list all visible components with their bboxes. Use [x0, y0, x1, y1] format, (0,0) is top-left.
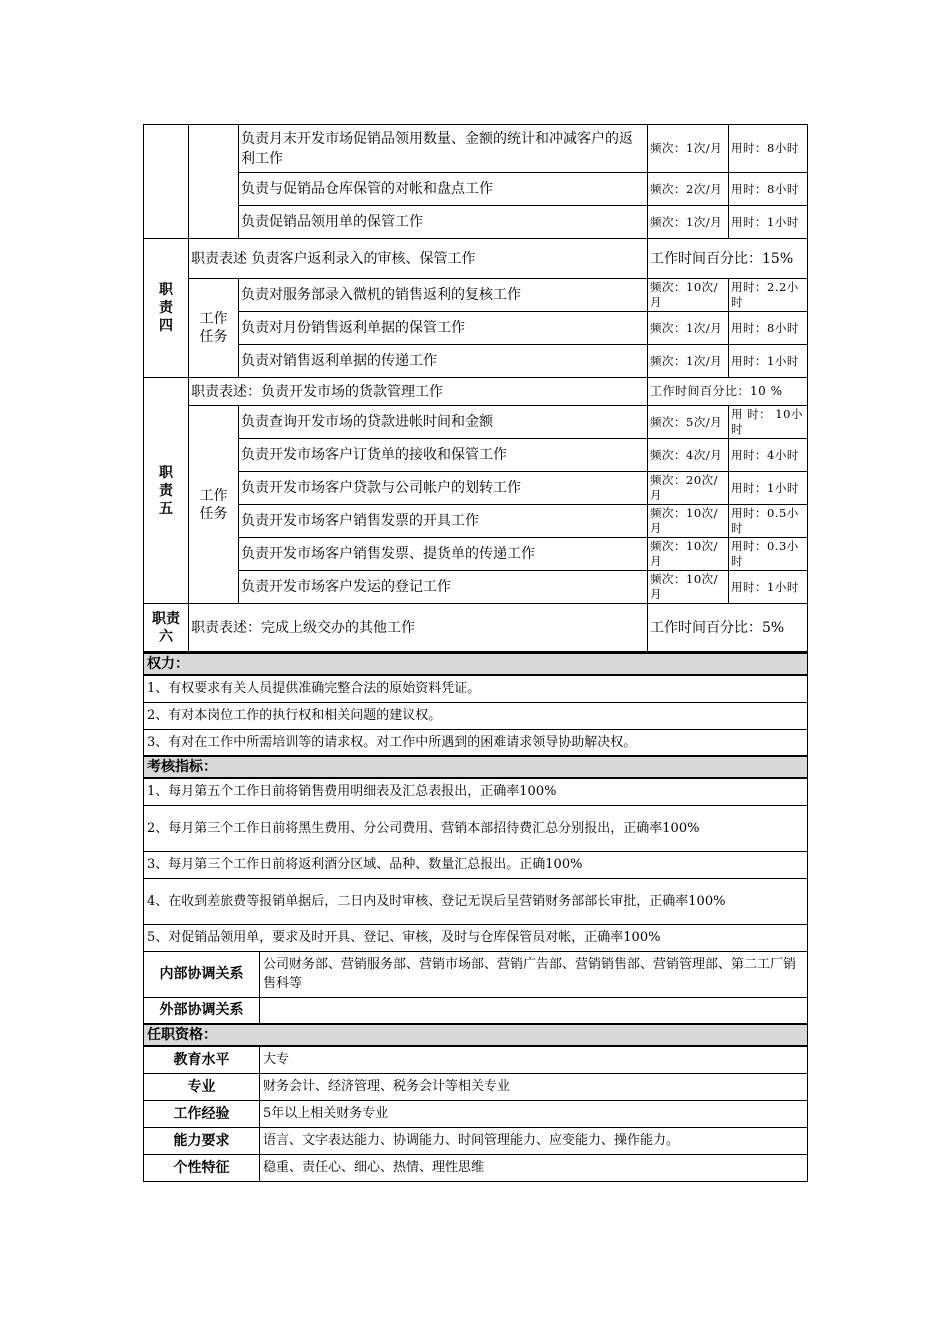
duty6-row: [144, 604, 808, 652]
kpi-item-row: [144, 878, 808, 924]
task-duration: 用时：1小时: [729, 571, 808, 604]
internal-coordination-label: 内部协调关系: [144, 951, 260, 997]
duty3-task-row: [144, 125, 808, 173]
duty4-task-row: [144, 345, 808, 378]
qualification-row: [144, 1100, 808, 1127]
power-item: 3、有对在工作中所需培训等的请求权。对工作中所遇到的困难请求领导协助解决权。: [144, 729, 808, 756]
duty5-task-row: [144, 406, 808, 439]
duty4-description: 职责表述 负责客户返利录入的审核、保管工作: [189, 239, 648, 279]
qualification-section-title: 任职资格：: [144, 1024, 808, 1046]
internal-coordination-value: 公司财务部、营销服务部、营销市场部、营销广告部、营销销售部、营销管理部、第二工厂销售科等: [260, 951, 808, 997]
power-item: 2、有对本岗位工作的执行权和相关问题的建议权。: [144, 702, 808, 729]
power-section-title: 权力：: [144, 653, 808, 675]
power-kpi-table: [143, 652, 808, 1182]
external-coordination-label: 外部协调关系: [144, 997, 260, 1024]
task-frequency: 频次：5次/月: [648, 406, 729, 439]
duty5-task-row: [144, 505, 808, 538]
task-duration: 用时：1小时: [729, 345, 808, 378]
qualification-header-row: [144, 1024, 808, 1046]
qualification-label: 专业: [144, 1073, 260, 1100]
task-duration: 用时：8小时: [729, 312, 808, 345]
duty4-desc-row: [144, 239, 808, 279]
duty5-time-percent: 工作时间百分比：10 %: [648, 378, 808, 406]
task-duration: 用时：8小时: [729, 125, 808, 173]
duty4-task-row: [144, 312, 808, 345]
external-coordination-row: [144, 997, 808, 1024]
internal-coordination-row: [144, 951, 808, 997]
qualification-row: [144, 1073, 808, 1100]
kpi-item: 2、每月第三个工作日前将黑生费用、分公司费用、营销本部招待费汇总分别报出，正确率100%: [144, 805, 808, 851]
kpi-item-row: [144, 924, 808, 951]
duty5-desc-row: [144, 378, 808, 406]
task-duration: 用时：0.5小时: [729, 505, 808, 538]
kpi-item: 4、在收到差旅费等报销单据后，二日内及时审核、登记无误后呈营销财务部部长审批，正确率100%: [144, 878, 808, 924]
duty3-task-label-cell: [189, 125, 239, 239]
duty5-description: 职责表述：负责开发市场的货款管理工作: [189, 378, 648, 406]
task-duration: 用 时： 10小时: [729, 406, 808, 439]
task-text: 负责查询开发市场的贷款进帐时间和金额: [239, 406, 648, 439]
job-description-sheet: [143, 124, 807, 1182]
duty4-task-row: [144, 279, 808, 312]
task-frequency: 频次：2次/月: [648, 173, 729, 206]
duty5-task-row: [144, 571, 808, 604]
kpi-header-row: [144, 756, 808, 778]
external-coordination-value: [260, 997, 808, 1024]
duty3-label-cell: [144, 125, 189, 239]
power-item-row: [144, 702, 808, 729]
duty4-label: 职责四: [144, 239, 189, 378]
task-text: 负责对月份销售返利单据的保管工作: [239, 312, 648, 345]
task-frequency: 频次：10次/月: [648, 538, 729, 571]
duty5-task-label: 工作任务: [189, 406, 239, 604]
qualification-value: 大专: [260, 1046, 808, 1073]
duty4-time-percent: 工作时间百分比：15%: [648, 239, 808, 279]
task-duration: 用时：2.2小时: [729, 279, 808, 312]
task-duration: 用时：1小时: [729, 206, 808, 239]
task-frequency: 频次：1次/月: [648, 206, 729, 239]
duties-table: [143, 124, 808, 652]
task-duration: 用时：8小时: [729, 173, 808, 206]
duty5-task-row: [144, 439, 808, 472]
duty3-task-row: [144, 206, 808, 239]
qualification-label: 工作经验: [144, 1100, 260, 1127]
qualification-label: 个性特征: [144, 1154, 260, 1181]
task-frequency: 频次：4次/月: [648, 439, 729, 472]
task-duration: 用时：1小时: [729, 472, 808, 505]
duty4-task-label: 工作任务: [189, 279, 239, 378]
task-text: 负责与促销品仓库保管的对帐和盘点工作: [239, 173, 648, 206]
duty6-description: 职责表述：完成上级交办的其他工作: [189, 604, 648, 652]
power-header-row: [144, 653, 808, 675]
qualification-value: 财务会计、经济管理、税务会计等相关专业: [260, 1073, 808, 1100]
task-frequency: 频次：1次/月: [648, 312, 729, 345]
kpi-item: 1、每月第五个工作日前将销售费用明细表及汇总表报出，正确率100%: [144, 778, 808, 805]
duty5-task-row: [144, 538, 808, 571]
qualification-value: 稳重、责任心、细心、热情、理性思维: [260, 1154, 808, 1181]
duty6-time-percent: 工作时间百分比：5%: [648, 604, 808, 652]
qualification-value: 语言、文字表达能力、协调能力、时间管理能力、应变能力、操作能力。: [260, 1127, 808, 1154]
task-duration: 用时：4小时: [729, 439, 808, 472]
kpi-item-row: [144, 851, 808, 878]
kpi-item-row: [144, 778, 808, 805]
duty5-task-row: [144, 472, 808, 505]
task-text: 负责月末开发市场促销品领用数量、金额的统计和冲减客户的返利工作: [239, 125, 648, 173]
power-item: 1、有权要求有关人员提供准确完整合法的原始资料凭证。: [144, 675, 808, 702]
task-text: 负责开发市场客户发运的登记工作: [239, 571, 648, 604]
power-item-row: [144, 675, 808, 702]
task-text: 负责开发市场客户订货单的接收和保管工作: [239, 439, 648, 472]
task-frequency: 频次：1次/月: [648, 125, 729, 173]
duty6-label: 职责六: [144, 604, 189, 652]
task-duration: 用时：0.3小时: [729, 538, 808, 571]
task-frequency: 频次：1次/月: [648, 345, 729, 378]
qualification-label: 教育水平: [144, 1046, 260, 1073]
qualification-row: [144, 1154, 808, 1181]
duty5-label: 职责五: [144, 378, 189, 604]
duty3-task-row: [144, 173, 808, 206]
task-text: 负责对服务部录入微机的销售返利的复核工作: [239, 279, 648, 312]
power-item-row: [144, 729, 808, 756]
kpi-item: 3、每月第三个工作日前将返利酒分区域、品种、数量汇总报出。正确100%: [144, 851, 808, 878]
task-frequency: 频次：10次/月: [648, 279, 729, 312]
task-frequency: 频次：10次/月: [648, 571, 729, 604]
qualification-label: 能力要求: [144, 1127, 260, 1154]
qualification-value: 5年以上相关财务专业: [260, 1100, 808, 1127]
task-frequency: 频次：10次/ 月: [648, 505, 729, 538]
kpi-item-row: [144, 805, 808, 851]
task-text: 负责开发市场客户贷款与公司帐户的划转工作: [239, 472, 648, 505]
task-text: 负责促销品领用单的保管工作: [239, 206, 648, 239]
qualification-row: [144, 1127, 808, 1154]
kpi-item: 5、对促销品领用单，要求及时开具、登记、审核，及时与仓库保管员对帐，正确率100%: [144, 924, 808, 951]
task-text: 负责对销售返利单据的传递工作: [239, 345, 648, 378]
task-text: 负责开发市场客户销售发票、提货单的传递工作: [239, 538, 648, 571]
task-text: 负责开发市场客户销售发票的开具工作: [239, 505, 648, 538]
kpi-section-title: 考核指标：: [144, 756, 808, 778]
qualification-row: [144, 1046, 808, 1073]
task-frequency: 频次：20次/ 月: [648, 472, 729, 505]
